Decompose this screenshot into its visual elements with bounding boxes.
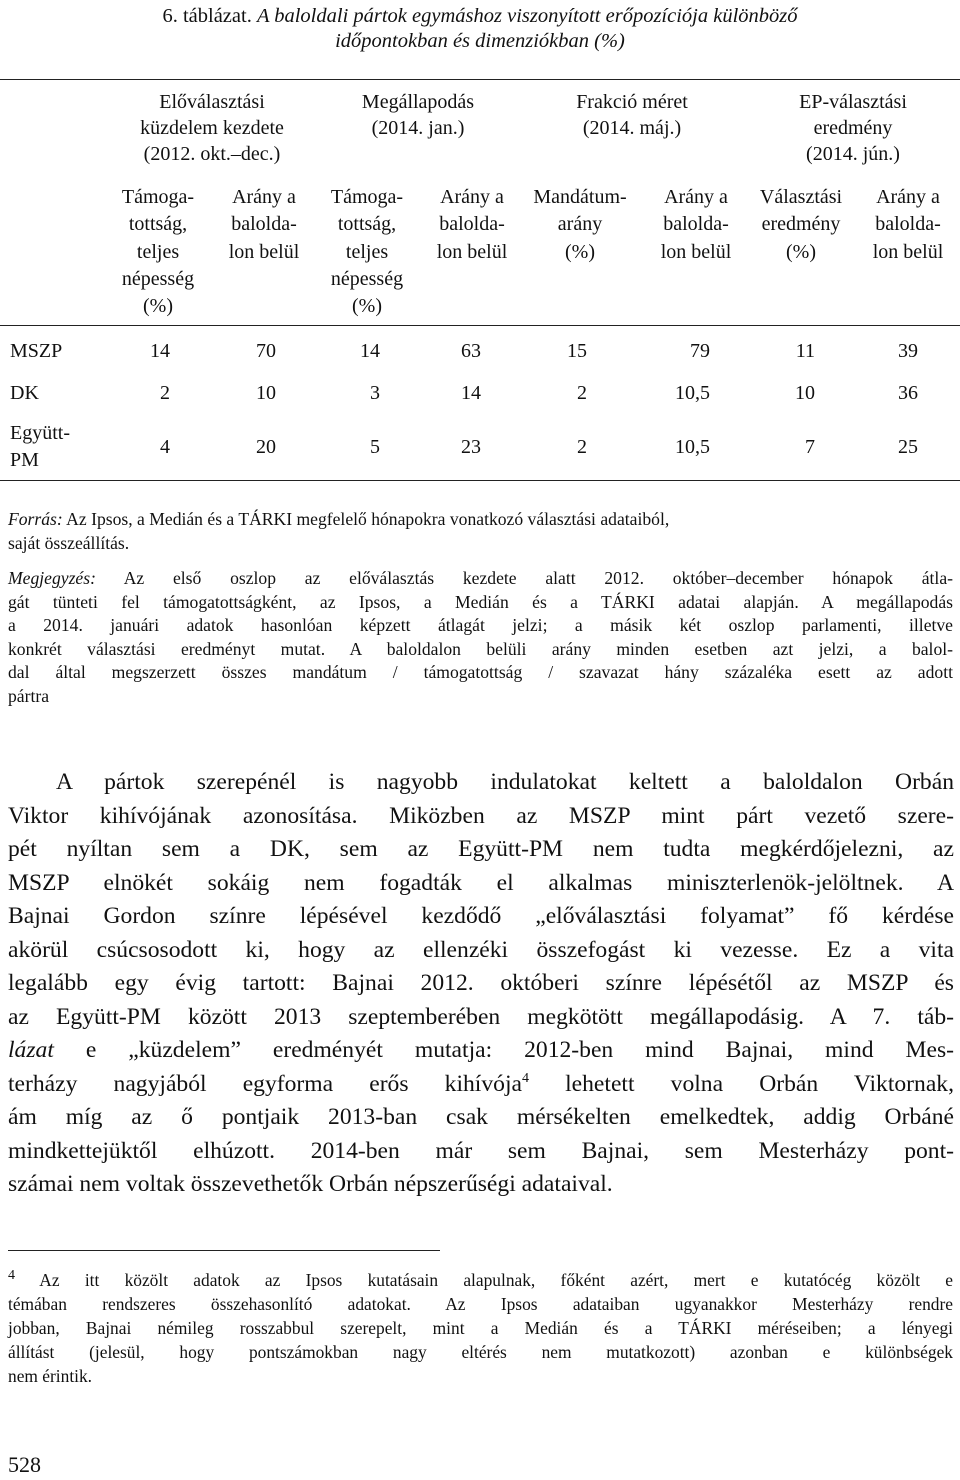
sub-header-line: eredmény: [761, 213, 841, 235]
caption-number: 6. táblázat.: [162, 5, 252, 27]
sub-header-line: balolda-: [231, 213, 297, 235]
sub-header-line: balolda-: [439, 213, 505, 235]
group-header-line: Megállapodás: [361, 91, 475, 113]
sub-header-line: Támoga-: [121, 186, 195, 208]
table-cell: 3: [370, 382, 380, 404]
sub-header-line: népesség: [121, 268, 195, 290]
sub-header-line: (%): [352, 295, 382, 317]
sub-header-line: (%): [565, 241, 595, 263]
table-cell: 10: [256, 382, 276, 404]
table-cell: 10,5: [675, 382, 710, 404]
body-line: Bajnai Gordon színre lépésével kezdődő „előválasztási folyamat” fő kérdése: [8, 903, 954, 929]
footnote-rule: [8, 1250, 440, 1251]
remark-line: konkrét választási eredményt mutat. A baloldalon belüli arány minden esetben azt jelzi, a balol-: [8, 638, 953, 659]
table-cell: 15: [567, 340, 587, 362]
table-cell: 25: [898, 436, 918, 458]
row-label: DK: [10, 382, 39, 404]
body-line: Viktor kihívójának azonosítása. Miközben az MSZP mint párt vezető szere-: [8, 802, 954, 829]
sub-header-line: (%): [786, 241, 816, 263]
table-cell: 23: [461, 436, 481, 458]
footnote-line: témában rendszeres összehasonlító adatokat. Az Ipsos adataiban ugyanakkor Mesterházy rendre: [8, 1294, 953, 1314]
footnote-marker: 4: [8, 1268, 15, 1284]
footnote-line: Az itt közölt adatok az Ipsos kutatásain alapulnak, főként azért, mert e kutatócég közölt e: [15, 1270, 953, 1290]
table-cell: 11: [795, 340, 815, 362]
group-header-line: küzdelem kezdete: [140, 117, 284, 139]
sub-header-line: népesség: [330, 268, 404, 290]
remark-line: dal által megszerzett összes mandátum / támogatottság / szavazat hány százaléka esett az adott: [8, 662, 953, 682]
sub-header-line: Támoga-: [330, 186, 404, 208]
caption-title-line1: A baloldali pártok egymáshoz viszonyított erőpozíciója különböző: [256, 5, 798, 27]
sub-header-line: tottság,: [128, 213, 188, 235]
body-text-run: terházy nagyjából egyforma erős kihívója: [8, 1070, 522, 1097]
table-cell: 2: [577, 436, 587, 458]
table-cell: 79: [690, 340, 710, 362]
sub-header-line: balolda-: [875, 213, 941, 235]
group-header-line: (2014. jún.): [806, 143, 900, 165]
body-line: az Együtt-PM között 2013 szeptemberében megkötött megállapodásig. A 7. táb-: [8, 1003, 954, 1030]
remark-line: pártra: [8, 685, 50, 706]
remark-line: a 2014. januári adatok hasonlóan képzett átlagát jelzi; a másik két oszlop parlamenti, illetve: [8, 615, 953, 635]
body-line: MSZP elnökét sokáig nem fogadták el alkalmas miniszterlenök-jelöltnek. A: [8, 869, 954, 896]
table-cell: 10,5: [675, 436, 710, 458]
body-line: számai nem voltak összevethetők Orbán népszerűségi adataival.: [8, 1171, 613, 1197]
row-label: Együtt-: [10, 422, 70, 444]
body-line: A pártok szerepénél is nagyobb indulatokat keltett a baloldalon Orbán: [56, 769, 954, 795]
group-header-line: (2014. jan.): [371, 117, 465, 139]
table-top-rule: [0, 79, 960, 80]
group-header-line: EP-választási: [799, 91, 907, 113]
sub-header-line: lon belül: [872, 241, 944, 263]
remark-line: Az első oszlop az előválasztás kezdete alatt 2012. október–december hónapok átla-: [95, 568, 953, 588]
body-line: pét nyíltan sem a DK, sem az Együtt-PM nem tudta megkérdőjelezni, az: [8, 836, 954, 862]
sub-header-line: Arány a: [664, 186, 728, 208]
table-cell: 20: [256, 436, 276, 458]
table-bottom-rule: [0, 480, 960, 481]
body-line: mindkettejüktől elhúzott. 2014-ben már sem Bajnai, sem Mesterházy pont-: [8, 1137, 954, 1164]
body-line: akörül csúcsosodott ki, hogy az ellenzéki összefogást ki vezesse. Ez a vita: [8, 936, 954, 963]
group-header-line: Előválasztási: [159, 91, 265, 113]
body-text-run: lehetett volna Orbán Viktornak,: [528, 1070, 954, 1097]
row-label: MSZP: [10, 340, 63, 362]
body-text-run: e „küzdelem” eredményét mutatja: 2012-ben mind Bajnai, mind Mes-: [53, 1037, 954, 1063]
table-cell: 7: [805, 436, 815, 458]
sub-header-line: Arány a: [232, 186, 296, 208]
remark-line: gát tünteti fel támogatottságként, az Ipsos, a Medián és a TÁRKI adatai alapján. A megállapodás: [8, 591, 953, 612]
body-line: ám míg az ő pontjaik 2013-ban csak mérsékelten emelkedtek, addig Orbáné: [8, 1104, 954, 1130]
source-text-2: saját összeállítás.: [8, 532, 130, 553]
table-cell: 5: [370, 436, 380, 458]
footnote-ref[interactable]: 4: [521, 1070, 529, 1086]
table-cell: 10: [795, 382, 815, 404]
source-text: Az Ipsos, a Medián és a TÁRKI megfelelő hónapokra vonatkozó választási adataiból,: [62, 509, 670, 529]
body-line: legalább egy évig tartott: Bajnai 2012. októberi színre lépésétől az MSZP és: [8, 970, 954, 996]
footnote-line: nem érintik.: [8, 1366, 93, 1386]
table-header-rule: [0, 325, 960, 326]
table-cell: 14: [461, 382, 481, 404]
sub-header-line: Mandátum-: [533, 186, 627, 208]
sub-header-line: lon belül: [436, 241, 508, 263]
sub-header-line: balolda-: [663, 213, 729, 235]
footnote-line: állítást (jelesül, hogy pontszámokban nagy eltérés nem mutatkozott) azonban e különbségek: [8, 1342, 953, 1362]
group-header-line: (2014. máj.): [582, 117, 682, 139]
table-source: [8, 508, 953, 555]
group-header-line: eredmény: [813, 117, 893, 139]
caption-title-line2: időpontokban és dimenziókban (%): [335, 30, 625, 52]
sub-header-line: Arány a: [876, 186, 940, 208]
footnote-line: jobban, Bajnai némileg rosszabbul szerepelt, mint a Medián és a TÁRKI méréseiben; a lényegi: [8, 1318, 953, 1338]
sub-header-line: lon belül: [228, 241, 300, 263]
group-header-line: Frakció méret: [576, 91, 688, 113]
sub-header-line: lon belül: [660, 241, 732, 263]
sub-header-line: Választási: [759, 186, 843, 208]
table-caption: [0, 4, 960, 29]
table-cell: 4: [160, 436, 170, 458]
table-cell: 39: [898, 340, 918, 362]
body-line: [8, 1068, 954, 1102]
table-cell: 14: [360, 340, 380, 362]
sub-header-line: tottság,: [337, 213, 397, 235]
table-cell: 70: [256, 340, 276, 362]
sub-header-line: (%): [143, 295, 173, 317]
body-line: [8, 1034, 954, 1068]
table-cell: 2: [577, 382, 587, 404]
body-paragraph: [8, 766, 954, 1202]
row-label: PM: [10, 449, 39, 471]
table-remark: [8, 567, 953, 708]
table-caption-line2: [0, 29, 960, 54]
sub-header-line: arány: [557, 213, 603, 235]
table-cell: 36: [898, 382, 918, 404]
page-number: 528: [8, 1452, 41, 1477]
sub-header-line: teljes: [345, 241, 389, 263]
source-label: Forrás:: [8, 509, 63, 529]
remark-label: Megjegyzés:: [8, 568, 96, 588]
group-header-line: (2012. okt.–dec.): [143, 143, 281, 165]
table-cell: 2: [160, 382, 170, 404]
footnote: [8, 1268, 953, 1388]
table-cell: 14: [150, 340, 170, 362]
table-cell: 63: [461, 340, 481, 362]
sub-header-line: teljes: [136, 241, 180, 263]
sub-header-line: Arány a: [440, 186, 504, 208]
body-italic: lázat: [8, 1037, 54, 1063]
